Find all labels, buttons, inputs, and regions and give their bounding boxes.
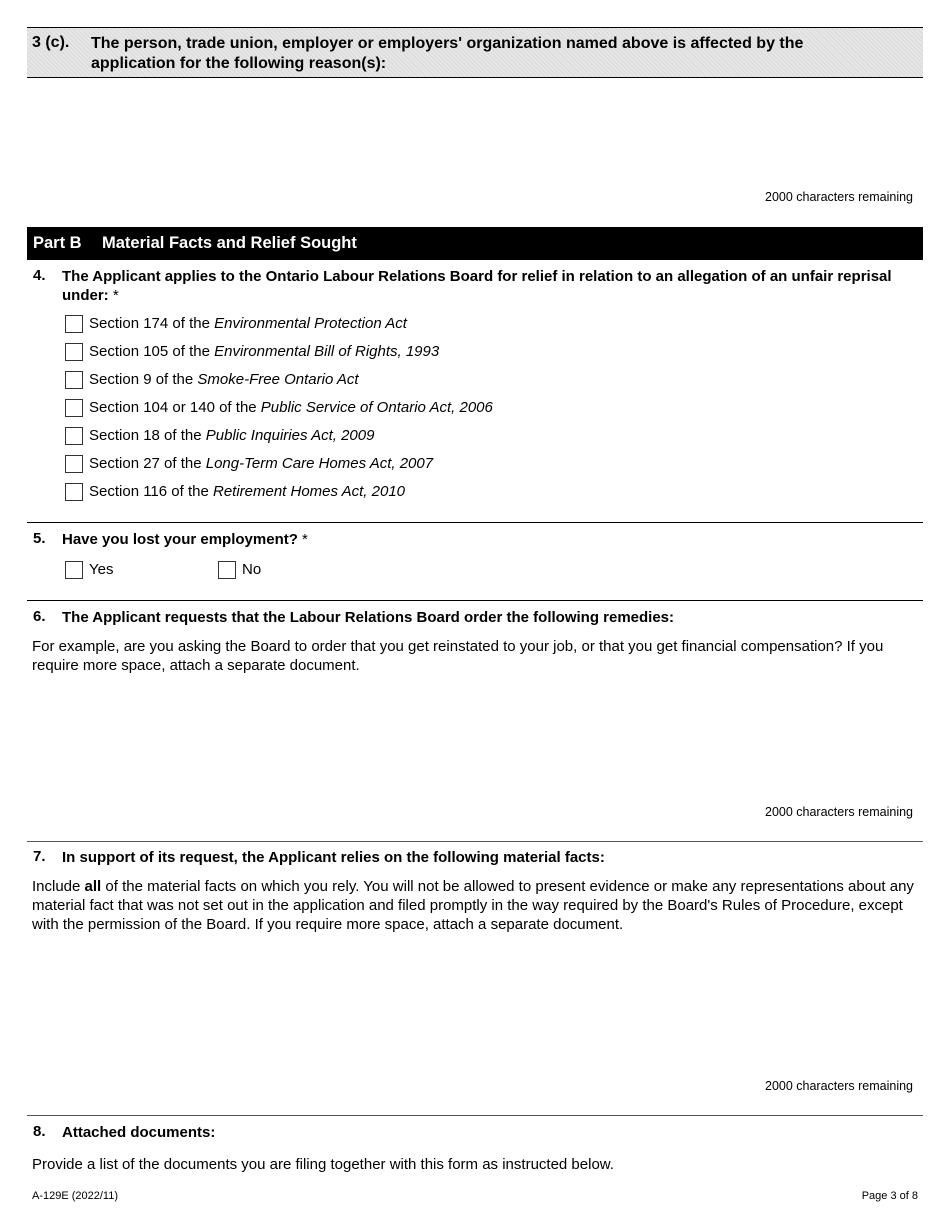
option-prefix: Section 18 of the — [89, 427, 206, 444]
question-6-number: 6. — [33, 608, 46, 625]
option-prefix: Section 174 of the — [89, 315, 215, 332]
question-6-text: The Applicant requests that the Labour Relations Board order the following remedies: — [62, 609, 675, 626]
option-act-name: Long-Term Care Homes Act, 2007 — [205, 455, 434, 472]
question-3c-header — [27, 27, 923, 78]
section-divider — [27, 522, 923, 523]
question-5-number: 5. — [33, 530, 46, 547]
question-6-textarea[interactable] — [27, 680, 923, 798]
checkbox[interactable] — [65, 399, 83, 417]
question-4-text — [62, 267, 892, 305]
part-b-label: Part B — [33, 234, 82, 252]
no-label: No — [242, 561, 262, 578]
form-id: A-129E (2022/11) — [32, 1190, 119, 1202]
section-divider — [27, 600, 923, 601]
question-3c-textarea[interactable] — [27, 80, 923, 185]
checkbox[interactable] — [65, 427, 83, 445]
checkbox[interactable] — [65, 561, 83, 579]
section-divider — [27, 1115, 923, 1116]
question-3c-text: The person, trade union, employer or employers' organization named above is affected by the application for the following reason(s): — [91, 35, 804, 72]
option-act-name: Public Service of Ontario Act, 2006 — [260, 399, 493, 416]
help-text-rest: of the material facts on which you rely. You will not be allowed to present evidence or make any representations about any material fact that was not set out in the application and filed promptly in the way required by the Board's Rules of Procedure, except with the permission of the Board. If you require more space, attach a separate document. — [32, 878, 914, 933]
question-5-text — [62, 530, 892, 549]
part-b-title: Material Facts and Relief Sought — [102, 234, 357, 252]
question-7-number: 7. — [33, 848, 46, 865]
checkbox[interactable] — [65, 343, 83, 361]
question-6-char-counter: 2000 characters remaining — [765, 805, 913, 819]
question-5-label: Have you lost your employment? — [62, 531, 298, 548]
question-7-text: In support of its request, the Applicant relies on the following material facts: — [62, 849, 605, 866]
question-3c-char-counter: 2000 characters remaining — [765, 190, 913, 204]
help-text-emphasis: all — [84, 878, 102, 895]
yes-label: Yes — [89, 561, 114, 578]
checkbox[interactable] — [218, 561, 236, 579]
checkbox[interactable] — [65, 315, 83, 333]
question-3c-number: 3 (c). — [32, 34, 70, 51]
option-prefix: Section 9 of the — [89, 371, 198, 388]
part-b-banner — [27, 227, 923, 260]
required-marker: * — [108, 287, 119, 304]
option-act-name: Public Inquiries Act, 2009 — [205, 427, 375, 444]
required-marker: * — [297, 531, 308, 548]
option-act-name: Environmental Bill of Rights, 1993 — [214, 343, 440, 360]
checkbox[interactable] — [65, 455, 83, 473]
option-act-name: Environmental Protection Act — [214, 315, 407, 332]
help-text-start: Include — [32, 878, 85, 895]
question-8-text: Attached documents: — [62, 1124, 216, 1141]
checkbox[interactable] — [65, 483, 83, 501]
question-8-number: 8. — [33, 1123, 46, 1140]
section-divider — [27, 841, 923, 842]
question-4-number: 4. — [33, 267, 46, 284]
question-7-char-counter: 2000 characters remaining — [765, 1079, 913, 1093]
option-act-name: Smoke-Free Ontario Act — [197, 371, 359, 388]
question-7-help — [32, 877, 917, 934]
question-7-textarea[interactable] — [27, 940, 923, 1072]
option-prefix: Section 104 or 140 of the — [89, 399, 261, 416]
option-prefix: Section 105 of the — [89, 343, 215, 360]
question-8-help: Provide a list of the documents you are filing together with this form as instructed below. — [32, 1156, 614, 1173]
option-prefix: Section 116 of the — [89, 483, 213, 500]
option-prefix: Section 27 of the — [89, 455, 206, 472]
option-act-name: Retirement Homes Act, 2010 — [212, 483, 406, 500]
checkbox[interactable] — [65, 371, 83, 389]
page-number: Page 3 of 8 — [861, 1190, 918, 1202]
question-6-help: For example, are you asking the Board to order that you get reinstated to your job, or that you get financial compensation? If you require more space, attach a separate document. — [32, 638, 884, 674]
question-4-label: The Applicant applies to the Ontario Labour Relations Board for relief in relation to an allegation of an unfair reprisal under: — [62, 268, 892, 304]
